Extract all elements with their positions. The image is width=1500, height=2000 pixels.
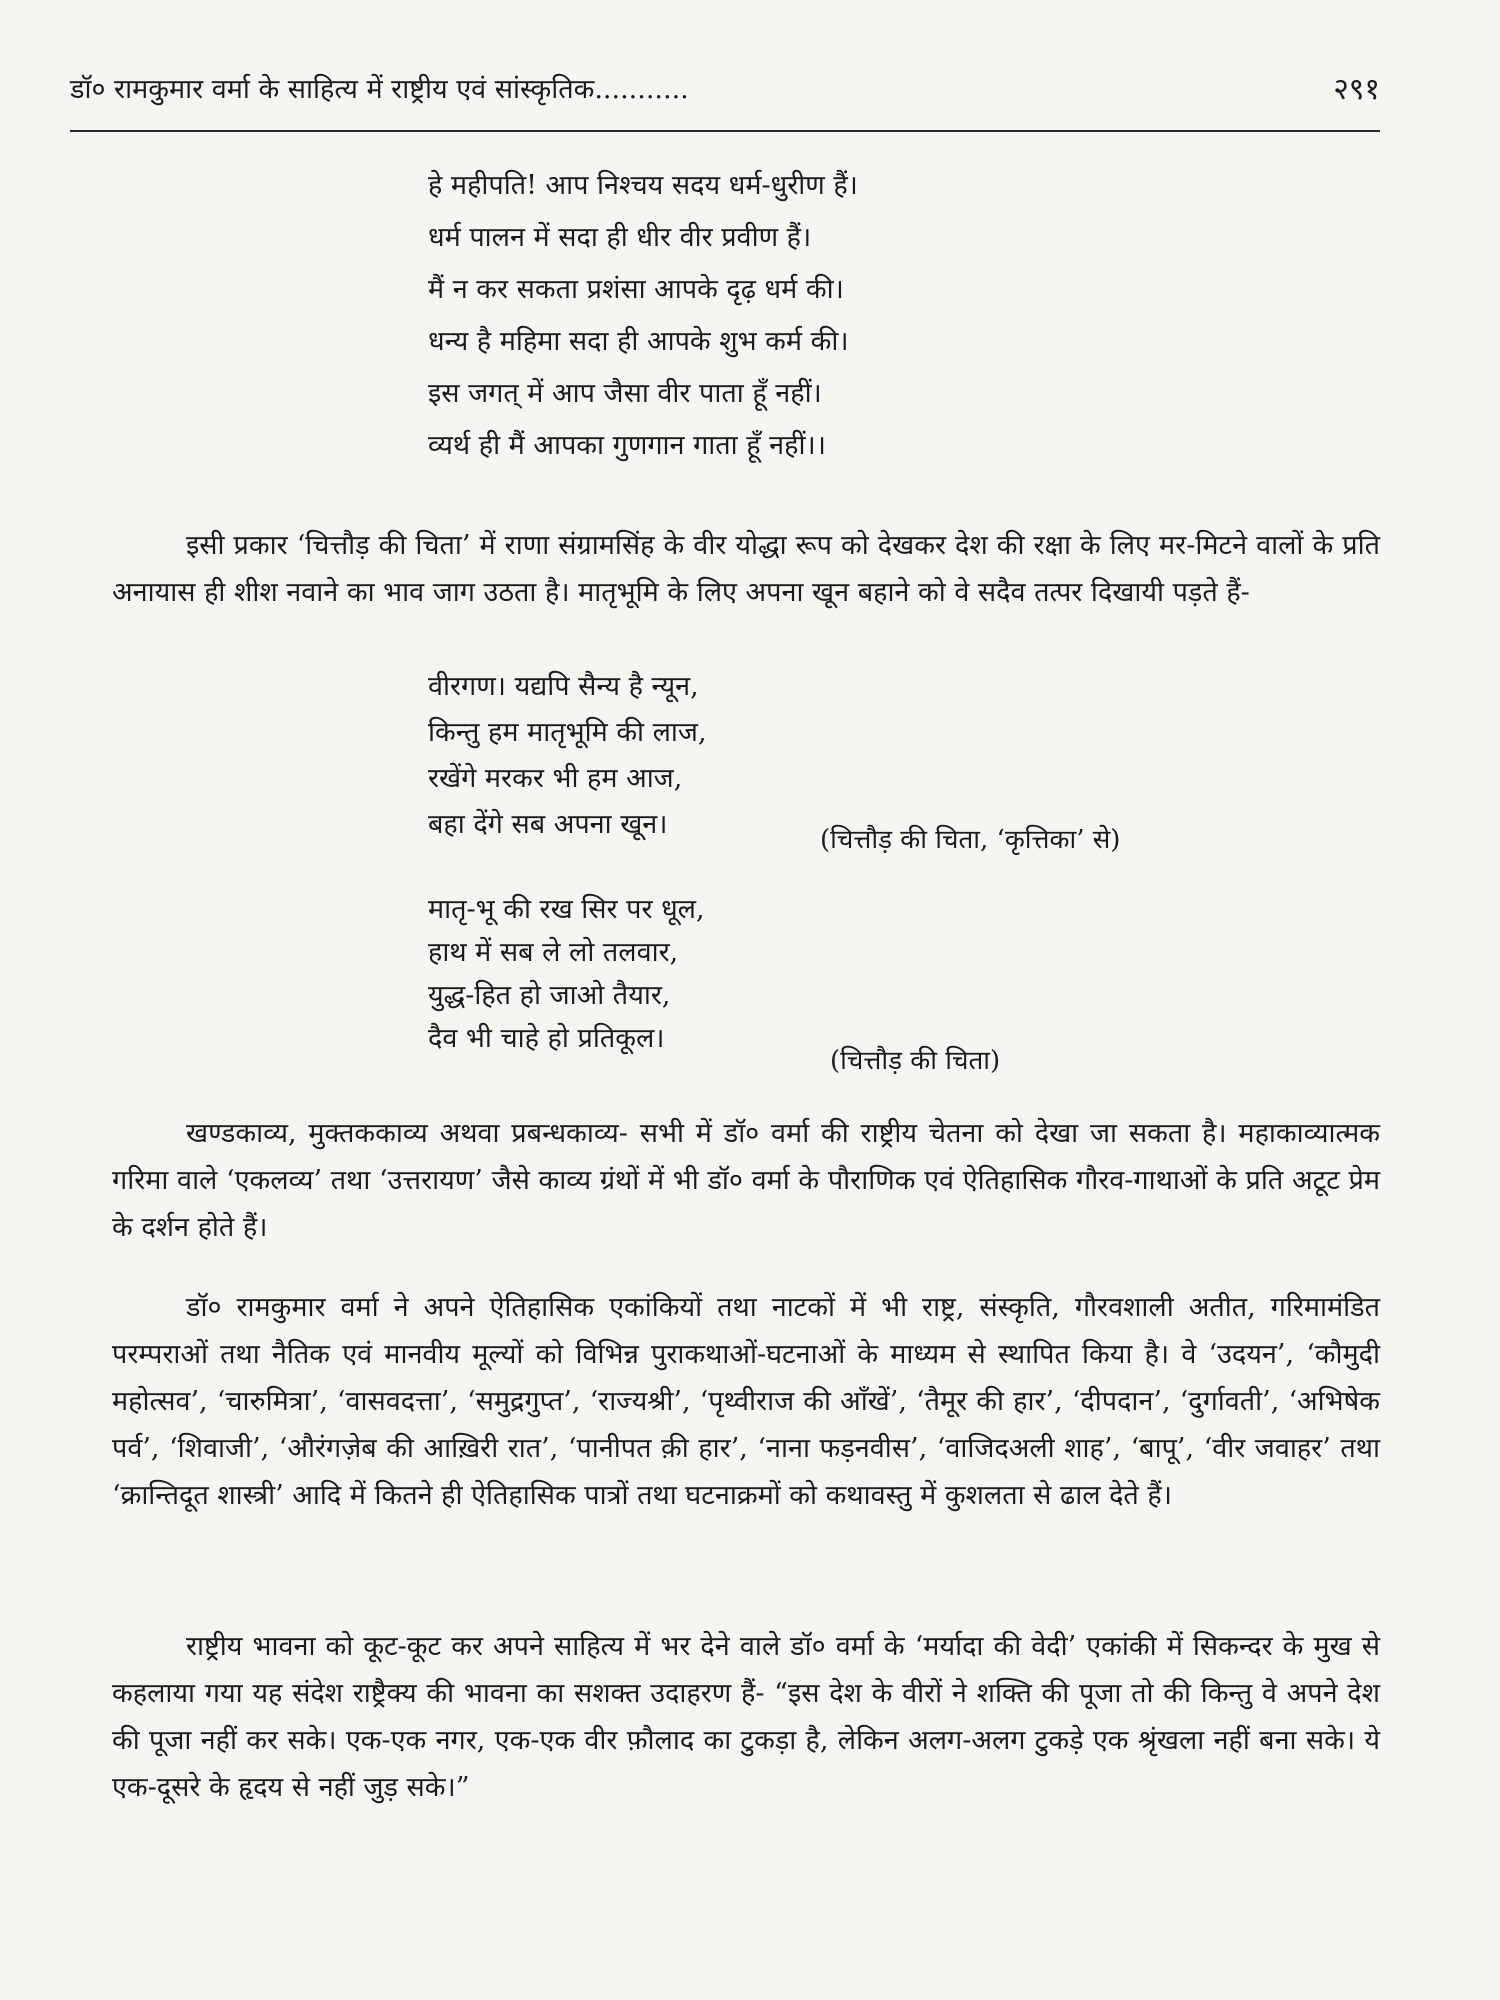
poem-line: धन्य है महिमा सदा ही आपके शुभ कर्म की। bbox=[428, 326, 849, 357]
poem-stanza-2 bbox=[428, 664, 707, 848]
running-header-title: डॉ० रामकुमार वर्मा के साहित्य में राष्ट्रीय एवं सांस्कृतिक........... bbox=[70, 74, 689, 105]
poem-line: किन्तु हम मातृभूमि की लाज, bbox=[428, 717, 707, 748]
page-number: २९१ bbox=[1333, 72, 1380, 107]
poem-line: हाथ में सब ले लो तलवार, bbox=[428, 937, 679, 968]
poem-line: दैव भी चाहे हो प्रतिकूल। bbox=[428, 1023, 665, 1054]
poem-line: धर्म पालन में सदा ही धीर वीर प्रवीण हैं। bbox=[428, 222, 812, 253]
paragraph-3: डॉ० रामकुमार वर्मा ने अपने ऐतिहासिक एकांकियों तथा नाटकों में भी राष्ट्र, संस्कृति, गौरवशाली अतीत, गरिमामंडित परम्पराओं तथा नैतिक एवं मानवीय मूल्यों को विभिन्न पुराकथाओं-घटनाओं के माध्यम से स्थापित किया है। वे ‘उदयन’, ‘कौमुदी महोत्सव’, ‘चारुमित्रा’, ‘वासवदत्ता’, ‘समुद्रगुप्त’, ‘राज्यश्री’, ‘पृथ्वीराज की आँखें’, ‘तैमूर की हार’, ‘दीपदान’, ‘दुर्गावती’, ‘अभिषेक पर्व’, ‘शिवाजी’, ‘औरंगज़ेब की आख़िरी रात’, ‘पानीपत क़ी हार’, ‘नाना फड़नवीस’, ‘वाजिदअली शाह’, ‘बापू’, ‘वीर जवाहर’ तथा ‘क्रान्तिदूत शास्त्री’ आदि में कितने ही ऐतिहासिक पात्रों तथा घटनाक्रमों को कथावस्तु में कुशलता से ढाल देते हैं। bbox=[112, 1292, 1380, 1511]
poem-line: बहा देंगे सब अपना खून। bbox=[428, 809, 668, 840]
header-rule bbox=[70, 130, 1380, 132]
poem-citation-2: (चित्तौड़ की चिता) bbox=[830, 1046, 1001, 1076]
poem-line: रखेंगे मरकर भी हम आज, bbox=[428, 763, 683, 794]
poem-line: हे महीपति! आप निश्चय सदय धर्म-धुरीण हैं। bbox=[428, 170, 858, 201]
poem-line: व्यर्थ ही मैं आपका गुणगान गाता हूँ नहीं।। bbox=[428, 430, 826, 461]
poem-stanza-1 bbox=[428, 160, 858, 472]
poem-line: वीरगण। यद्यपि सैन्य है न्यून, bbox=[428, 671, 699, 702]
paragraph-1: इसी प्रकार ‘चित्तौड़ की चिता’ में राणा संग्रामसिंह के वीर योद्धा रूप को देखकर देश की रक्षा के लिए मर-मिटने वालों के प्रति अनायास ही शीश नवाने का भाव जाग उठता है। मातृभूमि के लिए अपना खून बहाने को वे सदैव तत्पर दिखायी पड़ते हैं- bbox=[112, 530, 1380, 608]
paragraph-4: राष्ट्रीय भावना को कूट-कूट कर अपने साहित्य में भर देने वाले डॉ० वर्मा के ‘मर्यादा की वेदी’ एकांकी में सिकन्दर के मुख से कहलाया गया यह संदेश राष्ट्रैक्य की भावना का सशक्त उदाहरण हैं- “इस देश के वीरों ने शक्ति की पूजा तो की किन्तु वे अपने देश की पूजा नहीं कर सके। एक-एक नगर, एक-एक वीर फ़ौलाद का टुकड़ा है, लेकिन अलग-अलग टुकड़े एक श्रृंखला नहीं बना सके। ये एक-दूसरे के हृदय से नहीं जुड़ सके।” bbox=[112, 1631, 1380, 1803]
poem-line: मैं न कर सकता प्रशंसा आपके दृढ़ धर्म की। bbox=[428, 274, 844, 305]
poem-stanza-3 bbox=[428, 888, 705, 1060]
poem-line: मातृ-भू की रख सिर पर धूल, bbox=[428, 894, 705, 925]
paragraph-2: खण्डकाव्य, मुक्तककाव्य अथवा प्रबन्धकाव्य- सभी में डॉ० वर्मा की राष्ट्रीय चेतना को देखा जा सकता है। महाकाव्यात्मक गरिमा वाले ‘एकलव्य’ तथा ‘उत्तरायण’ जैसे काव्य ग्रंथों में भी डॉ० वर्मा के पौराणिक एवं ऐतिहासिक गौरव-गाथाओं के प्रति अटूट प्रेम के दर्शन होते हैं। bbox=[112, 1118, 1380, 1243]
poem-line: युद्ध-हित हो जाओ तैयार, bbox=[428, 980, 671, 1011]
poem-citation-1: (चित्तौड़ की चिता, ‘कृत्तिका’ से) bbox=[820, 825, 1121, 855]
poem-line: इस जगत् में आप जैसा वीर पाता हूँ नहीं। bbox=[428, 378, 822, 409]
